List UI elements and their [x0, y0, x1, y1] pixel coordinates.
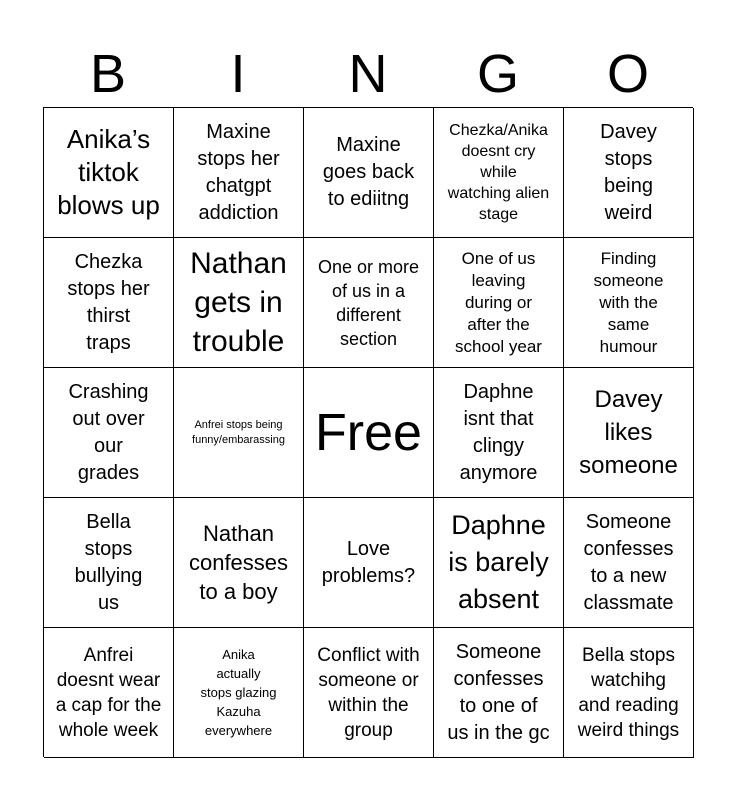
bingo-cell-text: Chezka/Anika doesnt cry while watching alien stage [447, 122, 550, 223]
header-letter-i: I [230, 44, 246, 104]
bingo-cell-r2-c2[interactable] [174, 238, 304, 368]
bingo-cell-text: Bella stops bullying us [74, 510, 143, 614]
bingo-cell-text: Davey likes someone [579, 386, 678, 479]
bingo-cell-text: Finding someone with the same humour [593, 248, 664, 356]
bingo-cell-text: One or more of us in a different section [317, 256, 420, 349]
bingo-cell-text: Daphne is barely absent [448, 510, 549, 614]
bingo-cell-text: Anfrei doesnt wear a cap for the whole week [55, 644, 162, 741]
bingo-cell-r5-c1[interactable] [44, 628, 174, 758]
bingo-cell-text: Davey stops being weird [600, 120, 657, 224]
header-letter-n: N [348, 44, 388, 104]
header-letter-b: B [89, 44, 127, 104]
bingo-cell-text: Anika’s tiktok blows up [57, 124, 160, 220]
bingo-cell-free[interactable] [304, 368, 434, 498]
bingo-cell-r3-c4[interactable] [434, 368, 564, 498]
bingo-cell-r1-c3[interactable] [304, 108, 434, 238]
bingo-cell-r1-c5[interactable] [564, 108, 694, 238]
free-space-text: Free [315, 403, 422, 462]
bingo-cell-r4-c5[interactable] [564, 498, 694, 628]
bingo-header [43, 40, 693, 108]
bingo-cell-r5-c2[interactable] [174, 628, 304, 758]
bingo-cell-text: Chezka stops her thirst traps [67, 250, 150, 354]
bingo-cell-r4-c1[interactable] [44, 498, 174, 628]
bingo-cell-r2-c3[interactable] [304, 238, 434, 368]
bingo-cell-text: Maxine goes back to ediitng [322, 134, 415, 210]
bingo-cell-r1-c4[interactable] [434, 108, 564, 238]
bingo-cell-r3-c1[interactable] [44, 368, 174, 498]
bingo-cell-text: Nathan gets in trouble [190, 247, 287, 358]
header-letter-o: O [606, 44, 649, 104]
bingo-cell-text: Bella stops watchihg and reading weird things [577, 644, 680, 741]
bingo-cell-text: Nathan confesses to a boy [188, 521, 289, 604]
bingo-cell-text: Crashing out over our grades [68, 380, 149, 484]
bingo-cell-text: Daphne isnt that clingy anymore [459, 380, 538, 484]
bingo-cell-text: Anfrei stops being funny/embarassing [192, 418, 285, 446]
bingo-cell-text: Conflict with someone or within the group [317, 644, 420, 741]
bingo-cell-r2-c5[interactable] [564, 238, 694, 368]
bingo-cell-text: One of us leaving during or after the school year [455, 248, 542, 356]
bingo-cell-r4-c4[interactable] [434, 498, 564, 628]
bingo-cell-text: Someone confesses to one of us in the gc [447, 640, 550, 744]
bingo-cell-text: Anika actually stops glazing Kazuha everywhere [200, 647, 277, 738]
bingo-cell-text: Love problems? [321, 537, 416, 587]
bingo-cell-r4-c2[interactable] [174, 498, 304, 628]
header-letter-g: G [476, 44, 519, 104]
bingo-cell-r2-c1[interactable] [44, 238, 174, 368]
bingo-cell-r5-c5[interactable] [564, 628, 694, 758]
bingo-cell-r1-c2[interactable] [174, 108, 304, 238]
bingo-cell-r5-c4[interactable] [434, 628, 564, 758]
bingo-grid [43, 107, 693, 757]
bingo-cell-r4-c3[interactable] [304, 498, 434, 628]
bingo-cell-r3-c2[interactable] [174, 368, 304, 498]
bingo-cell-text: Someone confesses to a new classmate [583, 510, 674, 614]
bingo-cell-r2-c4[interactable] [434, 238, 564, 368]
bingo-cell-r5-c3[interactable] [304, 628, 434, 758]
bingo-cell-r1-c1[interactable] [44, 108, 174, 238]
bingo-cell-r3-c5[interactable] [564, 368, 694, 498]
bingo-cell-text: Maxine stops her chatgpt addiction [197, 120, 280, 224]
